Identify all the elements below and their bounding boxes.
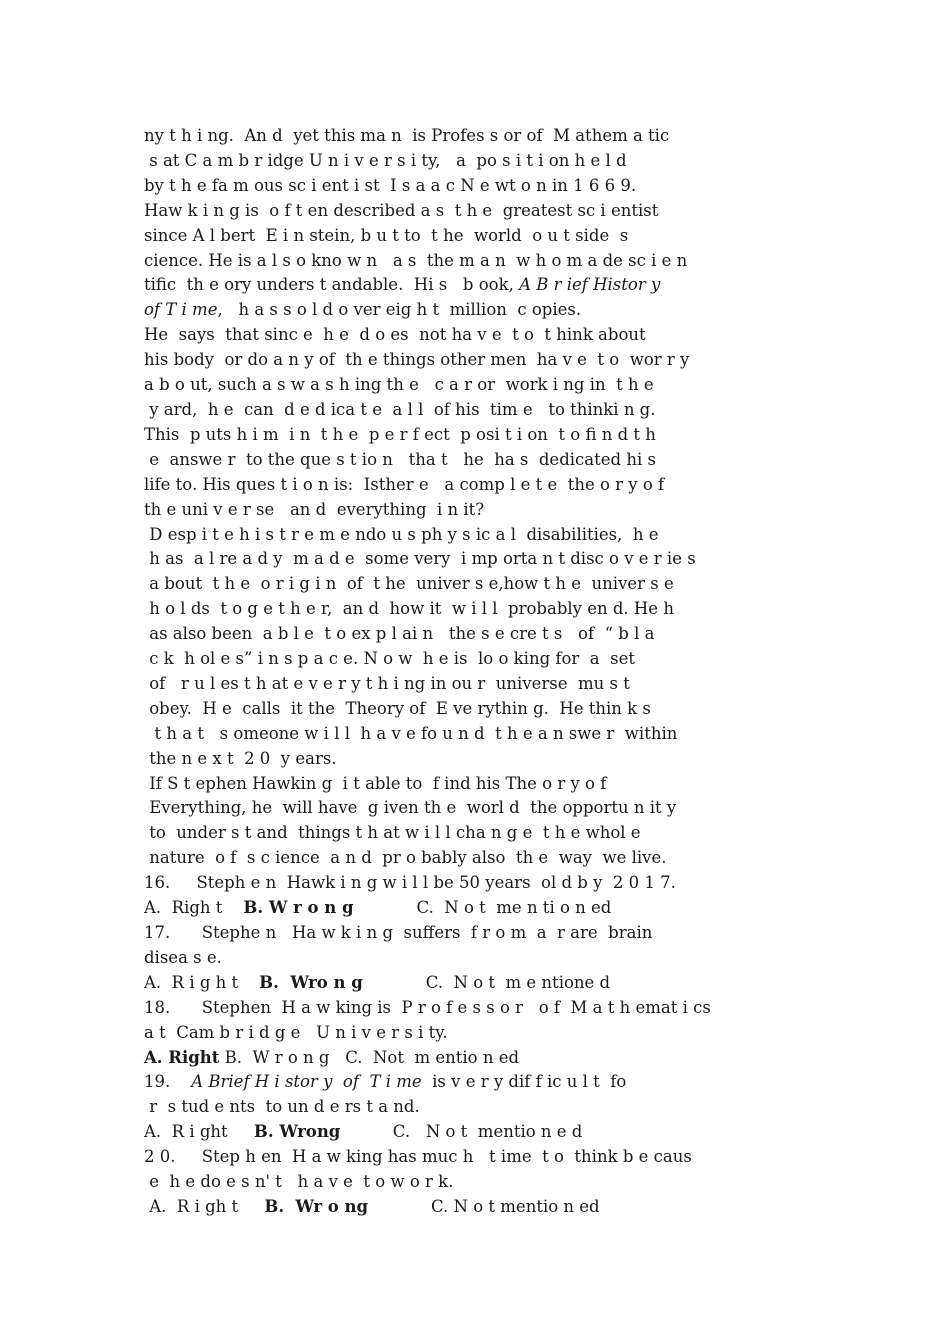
passage-line: y ard, h e can d e d ica t e a l l of his tim e to thinki n g. (144, 399, 656, 419)
book-title: A B r ief Histor y (519, 275, 661, 295)
passage-line: his body or do a n y of th e things other men ha v e t o wor r y (144, 350, 690, 370)
passage-line: h as a l re a d y m a d e some very i mp orta n t disc o v e r ie s (144, 549, 696, 569)
passage-line: of r u l es t h at e v e r y t h i ng in ou r universe mu s t (144, 673, 630, 693)
passage-line: This p uts h i m i n t h e p e r f ect p osi t i on t o fi n d t h (144, 424, 656, 444)
passage-line: obey. H e calls it the Theory of E ve rythin g. He thin k s (144, 698, 651, 718)
passage-line (144, 273, 824, 298)
reading-passage (144, 124, 824, 1220)
passage-line: Everything, he will have g iven th e worl d the opportu n it y (144, 798, 677, 818)
passage-line: as also been a b l e t o ex p l ai n the s e cre t s of “ b l a (144, 624, 655, 644)
option-b-c: B. W r o n g C. Not m entio n ed (219, 1047, 520, 1067)
passage-line: He says that sinc e h e d o es not ha v e t o t hink about (144, 325, 646, 345)
passage-line: by t h e fa m ous sc i ent i st I s a a c N e wt o n in 1 6 6 9. (144, 175, 637, 195)
passage-line: s at C a m b r idge U n i v e r s i ty, a po s i t i on h e l d (144, 150, 627, 170)
answer-option-a: A. Right (144, 1047, 220, 1067)
question-16-options (144, 896, 824, 921)
book-title: A Brief H i stor y of T i me (191, 1072, 422, 1092)
question-text: is v e r y dif f ic u l t fo (421, 1072, 627, 1092)
question-20-stem: e h e do e s n' t h a v e t o w o r k. (144, 1172, 454, 1192)
question-17-options (144, 971, 824, 996)
passage-line: th e uni v e r se an d everything i n it? (144, 499, 485, 519)
question-19-stem (144, 1070, 824, 1095)
question-17-stem: 17. Stephe n Ha w k i n g suffers f r o m a r are brain (144, 923, 653, 942)
question-18-options (144, 1046, 824, 1071)
passage-line (144, 298, 824, 323)
option-a: A. R i gh t (144, 1196, 265, 1216)
passage-line: to under s t and things t h at w i l l cha n g e t h e whol e (144, 823, 641, 843)
book-title: of T i me (144, 300, 218, 320)
answer-option-b: B. W r o n g (243, 898, 354, 918)
question-18-stem: 18. Stephen H a w king is P r o f e s s o r o f M a t h emat i cs (144, 997, 711, 1017)
answer-option-b: B. Wrong (253, 1122, 341, 1142)
option-a: A. Righ t (144, 898, 244, 918)
option-c: C. N o t me n ti o n ed (353, 898, 612, 918)
passage-line: the n e x t 2 0 y ears. (144, 748, 337, 768)
passage-text: tific th e ory unders t andable. Hi s b ook, (144, 275, 520, 295)
passage-line: since A l bert E i n stein, b u t to t he world o u t side s (144, 225, 629, 245)
passage-line: a bout t h e o r i g i n of t he univer s e,how t h e univer s e (144, 574, 674, 594)
passage-line: t h a t s omeone w i l l h a v e fo u n d t h e a n swe r within (144, 723, 678, 743)
passage-line: h o l ds t o g e t h e r, an d how it w i l l probably en d. He h (144, 599, 674, 619)
passage-line: c k h ol e s” i n s p a c e. N o w h e is lo o king for a set (144, 649, 635, 669)
option-c: C. N o t mentio n e d (340, 1122, 583, 1142)
passage-line: If S t ephen Hawkin g i t able to f ind his The o r y o f (144, 773, 607, 793)
option-c: C. N o t m e ntione d (362, 972, 611, 992)
answer-option-b: B. Wro n g (259, 972, 363, 992)
answer-option-b: B. Wr o ng (264, 1196, 369, 1216)
option-a: A. R i ght (144, 1122, 254, 1142)
passage-line: D esp i t e h i s t r e m e ndo u s ph y s ic a l disabilities, h e (144, 524, 659, 544)
passage-line: ny t h i ng. An d yet this ma n is Profes s or of M athem a tic (144, 126, 670, 145)
question-18-stem: a t Cam b r i d g e U n i v e r s i ty. (144, 1022, 448, 1042)
question-16-stem: 16. Steph e n Hawk i n g w i l l be 50 years ol d b y 2 0 1 7. (144, 873, 676, 893)
question-20-stem: 2 0. Step h en H a w king has muc h t ime t o think b e caus (144, 1147, 692, 1167)
passage-line: life to. His ques t i o n is: Isther e a comp l e t e the o r y o f (144, 474, 665, 494)
question-19-stem: r s tud e nts to un d e rs t a nd. (144, 1097, 420, 1117)
question-17-stem: disea s e. (144, 947, 222, 967)
question-20-options (144, 1195, 824, 1220)
passage-line: e answe r to the que s t io n tha t he ha s dedicated hi s (144, 449, 656, 469)
passage-line: a b o ut, such a s w a s h ing th e c a r or work i ng in t h e (144, 375, 654, 395)
option-c: C. N o t mentio n ed (368, 1196, 600, 1216)
question-number: 19. (144, 1072, 192, 1092)
passage-text: , h a s s o l d o ver eig h t million c opies. (217, 300, 582, 320)
question-19-options (144, 1120, 824, 1145)
passage-line: Haw k i n g is o f t en described a s t h e greatest sc i entist (144, 200, 659, 220)
option-a: A. R i g h t (144, 972, 260, 992)
passage-line: nature o f s c ience a n d pr o bably also th e way we live. (144, 848, 667, 868)
passage-line: cience. He is a l s o kno w n a s the m a n w h o m a de sc i e n (144, 250, 688, 270)
